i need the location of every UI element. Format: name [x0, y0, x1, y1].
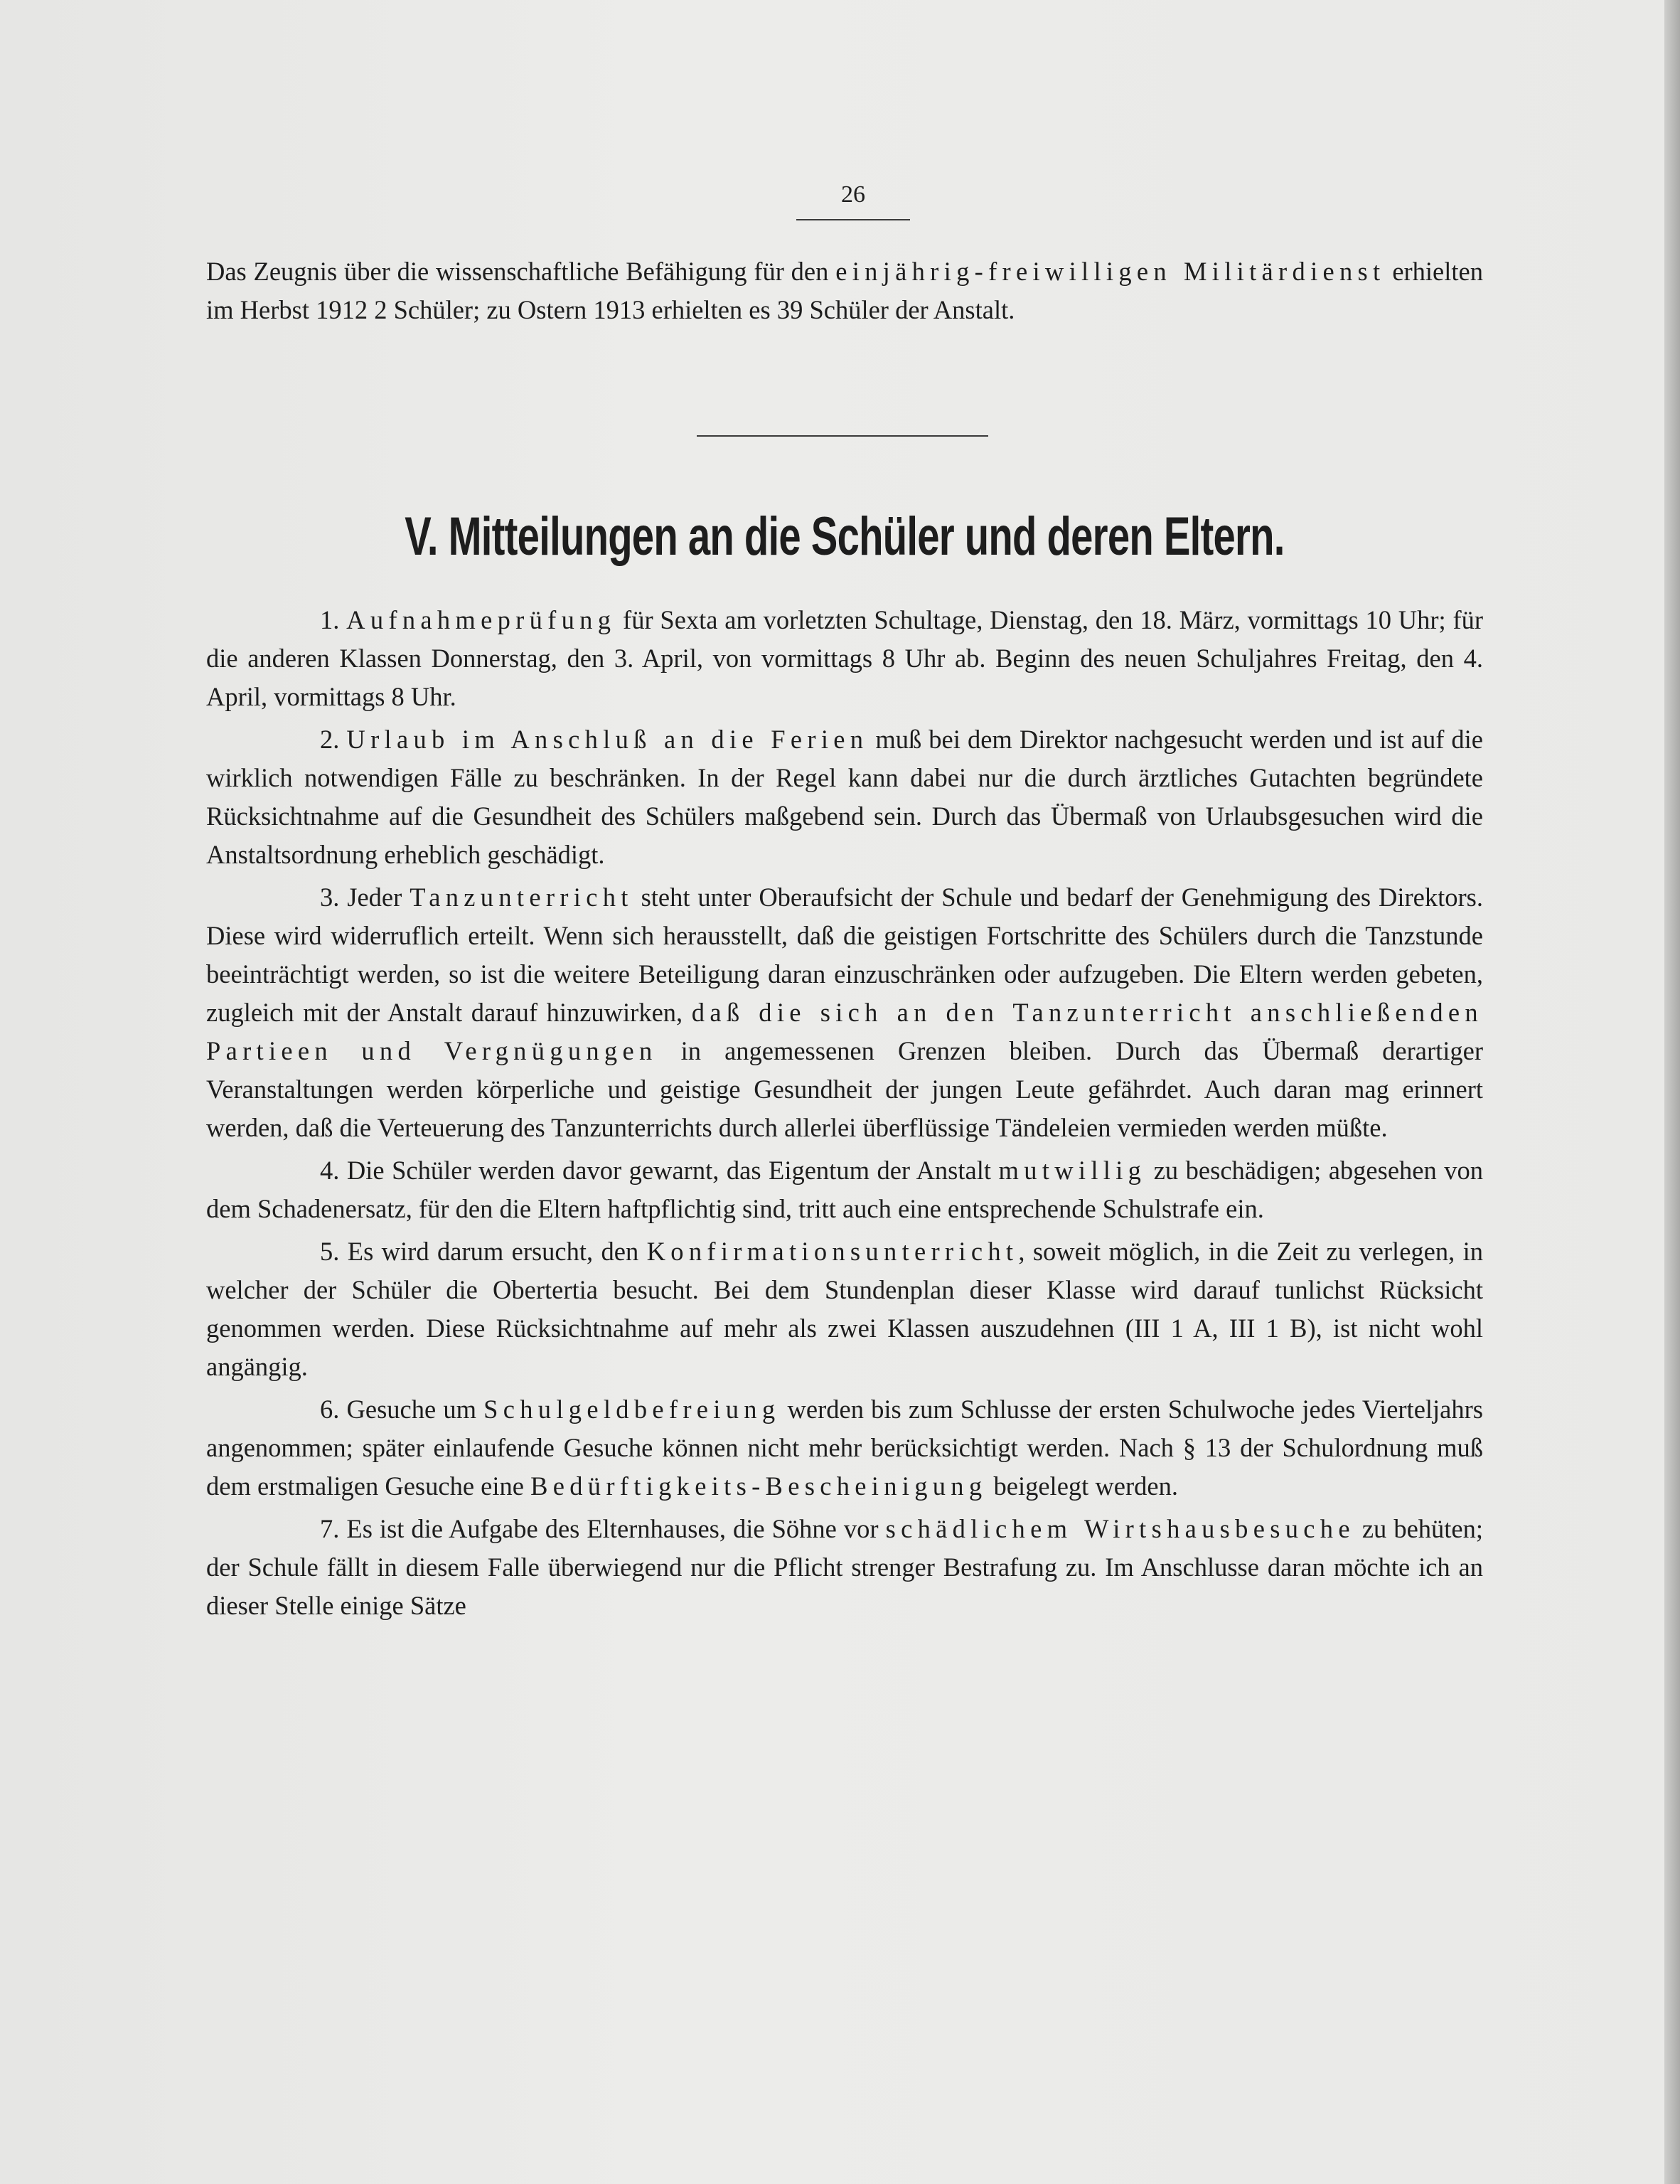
item-spaced: schädlichem Wirtshausbesuche [885, 1514, 1355, 1543]
page-number: 26 [841, 181, 865, 208]
item-number: 7. [320, 1514, 347, 1543]
item-text: zu behüten; der Schule fällt in diesem Falle überwiegend nur die Pflicht strenger Bestrafung zu. Im Anschlusse daran möchte ich an dieser Stelle einige Sätze [206, 1514, 1484, 1620]
item-spaced: Schulgeldbefreiung [483, 1395, 781, 1424]
intro-paragraph-block [206, 252, 1483, 329]
item-text: muß bei dem Direktor nachgesucht werden und ist auf die wirklich notwendigen Fälle zu beschränken. In der Regel kann dabei nur die durch ärztliches Gutachten begründete Rücksichtnahme auf die Gesundheit des Schülers maßgebend sein. Durch das Übermaß von Urlaubsgesuchen wird die Anstaltsordnung erheblich geschädigt. [206, 725, 1484, 869]
item-spaced: Konfirmationsunterricht [646, 1237, 1019, 1266]
item-3 [206, 878, 1483, 1147]
item-text-0: Die Schüler werden davor gewarnt, das Eigentum der Anstalt [346, 1156, 999, 1185]
item-text-0: Gesuche um [346, 1395, 484, 1424]
item-text-0: Es ist die Aufgabe des Elternhauses, die Söhne vor [346, 1514, 886, 1543]
item-text: werden bis zum Schlusse der ersten Schulwoche jedes Vierteljahrs angenommen; später einlaufende Gesuche können nicht mehr berücksichtigt werden. Nach § 13 der Schulordnung muß dem erstmaligen Gesuche eine [206, 1395, 1483, 1501]
item-1 [206, 601, 1483, 716]
item-2 [206, 720, 1483, 874]
item-spaced: Tanzunterricht [410, 883, 633, 912]
item-text-0: Es wird darum ersucht, den [347, 1237, 647, 1266]
item-number: 3. Jeder [320, 883, 410, 912]
page-edge [1664, 0, 1680, 2184]
item-6 [206, 1390, 1483, 1506]
item-text: , soweit möglich, in die Zeit zu verlegen, in welcher der Schüler die Obertertia besucht. Bei dem Stundenplan dieser Klasse wird darauf tunlichst Rücksicht genommen werden. Diese Rücksichtnahme auf mehr als zwei Klassen auszudehnen (III 1 A, III 1 B), ist nicht wohl angängig. [206, 1237, 1484, 1381]
item-text-2: in angemessenen Grenzen bleiben. Durch das Übermaß derartiger Veranstaltungen werden körperliche und geistige Gesundheit der jungen Leute gefährdet. Auch daran mag erinnert werden, daß die Verteuerung des Tanzunterrichts durch allerlei überflüssige Tändeleien vermieden werden müßte. [206, 1036, 1483, 1142]
intro-text-1: Das Zeugnis über die wissenschaftliche Befähigung für den [206, 257, 836, 286]
item-7 [206, 1510, 1483, 1625]
item-number: 5. [320, 1237, 348, 1266]
item-5 [206, 1232, 1483, 1386]
item-number: 4. [320, 1156, 347, 1185]
page-number-rule [796, 219, 910, 220]
item-spaced: mutwillig [998, 1156, 1147, 1185]
item-spaced-2: daß die sich an den Tanzunterricht anschließenden Partieen und Vergnügungen [206, 998, 1483, 1065]
item-spaced: Urlaub im Anschluß an die Ferien [346, 725, 869, 754]
items-list [206, 601, 1483, 1629]
item-text: für Sexta am vorletzten Schultage, Dienstag, den 18. März, vormittags 10 Uhr; für die anderen Klassen Donnerstag, den 3. April, von vormittags 8 Uhr ab. Beginn des neuen Schuljahres Freitag, den 4. April, vormittags 8 Uhr. [206, 605, 1483, 711]
item-number: 6. [320, 1395, 347, 1424]
intro-spaced-1: einjährig-freiwilligen Militärdienst [835, 257, 1386, 286]
intro-paragraph [206, 252, 1483, 329]
item-spaced: Aufnahmeprüfung [346, 605, 616, 634]
section-title: V. Mitteilungen an die Schüler und deren Eltern. [405, 506, 1285, 567]
intro-text-2: erhielten im Herbst 1912 2 Schüler; zu Ostern 1913 erhielten es 39 Schüler der Anstalt. [206, 257, 1483, 324]
item-number: 1. [320, 605, 347, 634]
item-text-2: beigelegt werden. [987, 1471, 1178, 1501]
item-text: zu beschädigen; abgesehen von dem Schadenersatz, für den die Eltern haftpflichtig sind, tritt auch eine entsprechende Schulstrafe ein. [206, 1156, 1483, 1223]
section-divider [697, 435, 988, 437]
item-text: steht unter Oberaufsicht der Schule und bedarf der Genehmigung des Direktors. Diese wird widerruflich erteilt. Wenn sich herausstellt, daß die geistigen Fortschritte des Schülers durch die Tanzstunde beeinträchtigt werden, so ist die weitere Beteiligung daran einzuschränken oder aufzugeben. Die Eltern werden gebeten, zugleich mit der Anstalt darauf hinzuwirken, [206, 883, 1483, 1027]
item-4 [206, 1151, 1483, 1228]
item-spaced-2: Bedürftigkeits-Bescheinigung [530, 1471, 988, 1501]
item-number: 2. [320, 725, 347, 754]
